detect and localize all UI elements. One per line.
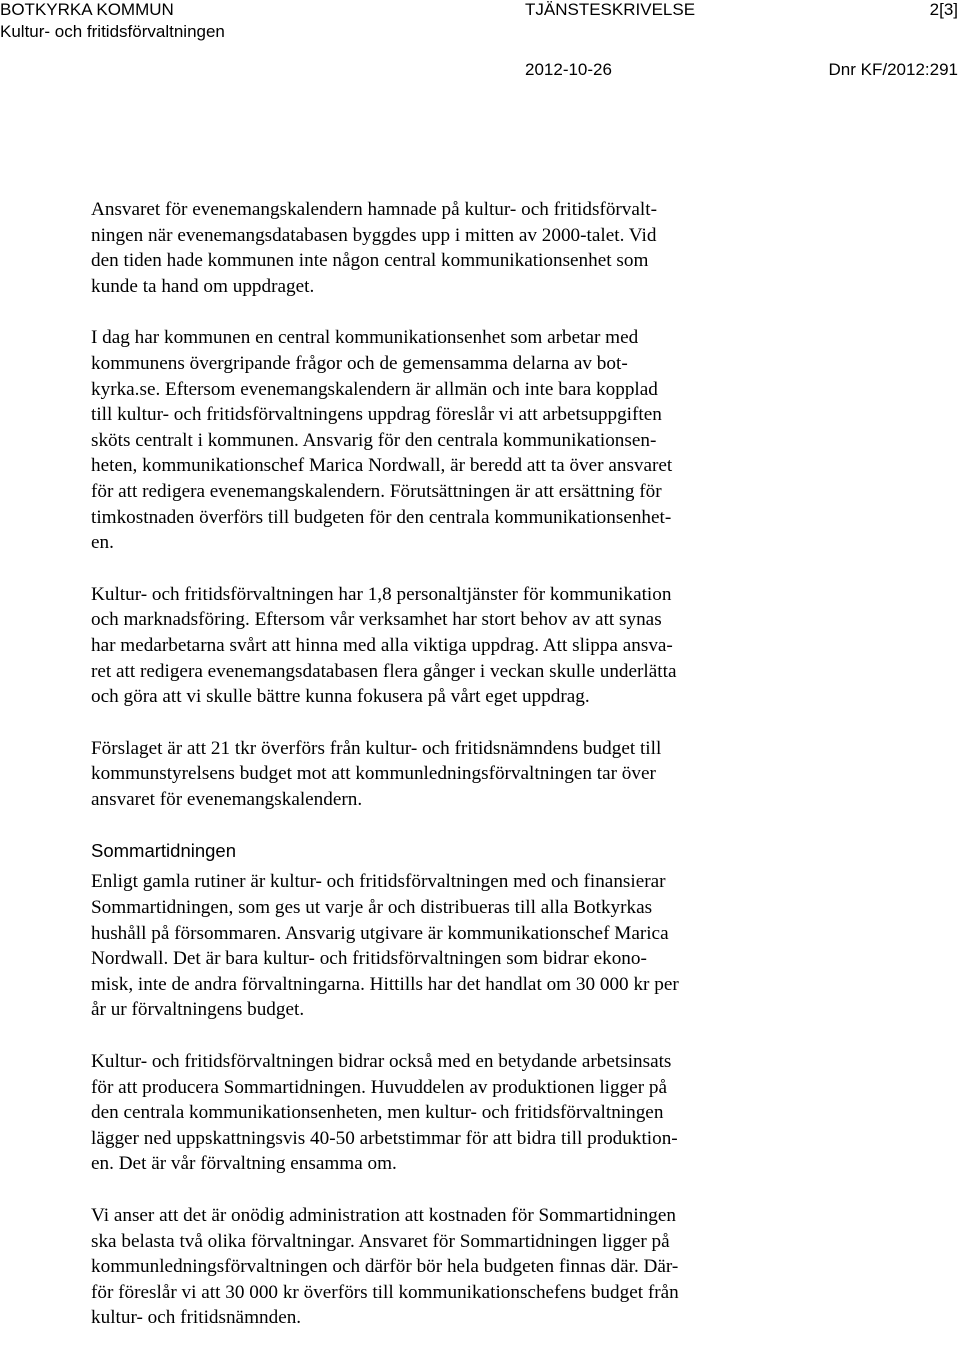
organization-name: BOTKYRKA KOMMUN [0, 0, 174, 19]
page-number: 2[3] [929, 0, 958, 19]
paragraph-line: kommunstyrelsens budget mot att kommunledningsförvaltningen tar över [91, 763, 656, 785]
paragraph-line: kommunens övergripande frågor och de gemensamma delarna av bot- [91, 352, 628, 374]
paragraph [91, 197, 831, 299]
paragraph [91, 736, 831, 813]
paragraph-line: Vi anser att det är onödig administration att kostnaden för Sommartidningen [91, 1205, 677, 1226]
paragraph [91, 1203, 831, 1331]
paragraph-line: kommunledningsförvaltningen och därför bör hela budgeten finnas där. Där- [91, 1256, 679, 1278]
reference-number: Dnr KF/2012:291 [828, 60, 958, 79]
paragraph-line: ansvaret för evenemangskalendern. [91, 788, 363, 810]
paragraph-line: och marknadsföring. Eftersom vår verksamhet har stort behov av att synas [91, 609, 662, 631]
paragraph-line: den tiden hade kommunen inte någon central kommunikationsenhet som [91, 250, 649, 272]
paragraph-line: Ansvaret för evenemangskalendern hamnade på kultur- och fritidsförvalt- [91, 199, 657, 220]
paragraph-line: Enligt gamla rutiner är kultur- och fritidsförvaltningen med och finansierar [91, 871, 666, 893]
paragraph-line: Förslaget är att 21 tkr överförs från kultur- och fritidsnämndens budget till [91, 737, 662, 759]
paragraph-line: ska belasta två olika förvaltningar. Ansvaret för Sommartidningen ligger på [91, 1230, 670, 1252]
paragraph-line: för att redigera evenemangskalendern. Förutsättningen är att ersättning för [91, 480, 662, 502]
paragraph-line: för föreslår vi att 30 000 kr överförs till kommunikationschefens budget från [91, 1281, 679, 1303]
paragraph-line: till kultur- och fritidsförvaltningens uppdrag föreslår vi att arbetsuppgiften [91, 404, 662, 426]
paragraph-line: Nordwall. Det är bara kultur- och fritidsförvaltningen som bidrar ekono- [91, 948, 647, 970]
paragraph-line: för att producera Sommartidningen. Huvuddelen av produktionen ligger på [91, 1076, 667, 1098]
paragraph-line: hushåll på försommaren. Ansvarig utgivare är kommunikationschef Marica [91, 922, 669, 944]
sommartidningen-section [91, 869, 831, 1331]
paragraph-line: sköts centralt i kommunen. Ansvarig för den centrala kommunikationsen- [91, 429, 657, 451]
paragraph-line: kyrka.se. Eftersom evenemangskalendern är allmän och inte bara kopplad [91, 378, 658, 400]
document-date: 2012-10-26 [525, 60, 612, 79]
paragraph-line: en. Det är vår förvaltning ensamma om. [91, 1153, 397, 1175]
paragraph-line: Kultur- och fritidsförvaltningen bidrar också med en betydande arbetsinsats [91, 1051, 672, 1073]
section-heading: Sommartidningen [91, 840, 236, 862]
intro-section [91, 197, 831, 812]
paragraph-line: kunde ta hand om uppdraget. [91, 275, 315, 297]
paragraph [91, 582, 831, 710]
paragraph-line: och göra att vi skulle bättre kunna fokusera på vårt eget uppdrag. [91, 686, 590, 708]
paragraph-line: heten, kommunikationschef Marica Nordwall, är beredd att ta över ansvaret [91, 455, 673, 477]
paragraph-line: kultur- och fritidsnämnden. [91, 1307, 302, 1329]
paragraph-line: den centrala kommunikationsenheten, men kultur- och fritidsförvaltningen [91, 1102, 664, 1124]
paragraph-line: I dag har kommunen en central kommunikationsenhet som arbetar med [91, 327, 639, 349]
paragraph-line: Sommartidningen, som ges ut varje år och distribueras till alla Botkyrkas [91, 897, 653, 919]
department-name: Kultur- och fritidsförvaltningen [0, 22, 225, 41]
document-type: TJÄNSTESKRIVELSE [525, 0, 696, 19]
document-body [91, 197, 831, 1357]
paragraph [91, 1049, 831, 1177]
paragraph-line: år ur förvaltningens budget. [91, 999, 305, 1021]
paragraph-line: en. [91, 532, 114, 554]
paragraph-line: har medarbetarna svårt att hinna med alla viktiga uppdrag. Att slippa ansva- [91, 634, 673, 656]
paragraph-line: timkostnaden överförs till budgeten för den centrala kommunikationsenhet- [91, 506, 672, 528]
paragraph-line: misk, inte de andra förvaltningarna. Hittills har det handlat om 30 000 kr per [91, 973, 679, 995]
paragraph-line: ret att redigera evenemangsdatabasen flera gånger i veckan skulle underlätta [91, 660, 677, 682]
paragraph [91, 869, 831, 1023]
paragraph-line: ningen när evenemangsdatabasen byggdes upp i mitten av 2000-talet. Vid [91, 224, 657, 246]
paragraph-line: lägger ned uppskattningsvis 40-50 arbetstimmar för att bidra till produktion- [91, 1127, 678, 1149]
paragraph-line: Kultur- och fritidsförvaltningen har 1,8 personaltjänster för kommunikation [91, 583, 672, 605]
paragraph [91, 325, 831, 555]
